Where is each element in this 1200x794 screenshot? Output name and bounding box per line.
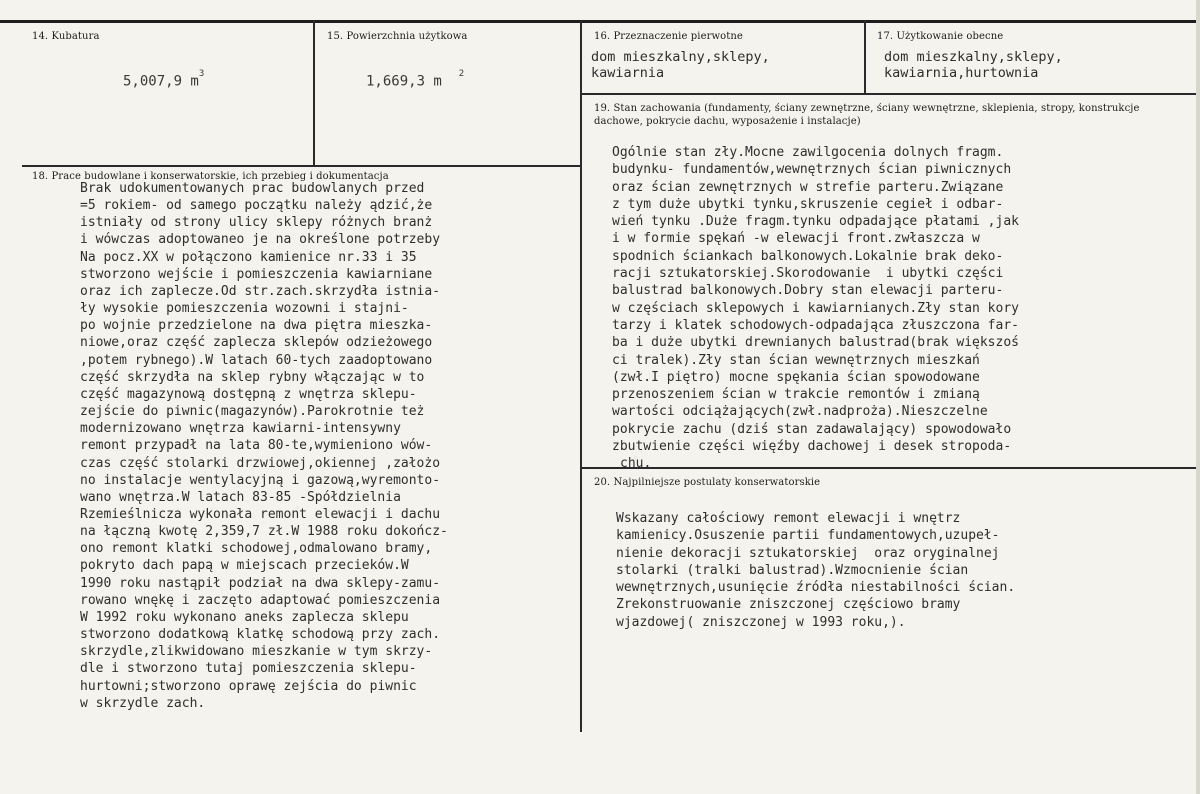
stan-line: tarzy i klatek schodowych-odpadająca złuszczona far- [612, 317, 1019, 333]
kubatura-label: 14. Kubatura [32, 31, 100, 42]
postulaty-line: stolarki (tralki balustrad).Wzmocnienie ścian [616, 562, 969, 578]
prace-line: 1990 roku nastąpił podział na dwa sklepy-zamu- [80, 575, 441, 591]
prace-line: i wówczas adoptowaneo je na określone potrzeby [80, 232, 441, 248]
stan-line: w częściach sklepowych i kawiarnianych.Zły stan kory [612, 300, 1019, 316]
stan-line: wień tynku .Duże fragm.tynku odpadające płatami ,jak [612, 214, 1019, 230]
prace-line: część skrzydła na sklep rybny włączając w to [80, 369, 425, 385]
prace-line: W 1992 roku wykonano aneks zaplecza sklepu [80, 609, 409, 625]
przeznaczenie-line: kawiarnia [591, 65, 665, 81]
divider-main-column [580, 20, 582, 732]
divider-14-15 [313, 20, 315, 166]
prace-text [80, 180, 448, 712]
prace-line: Rzemieślnicza wykonała remont elewacji i dachu [80, 506, 441, 522]
prace-line: pokryto dach papą w miejscach przecieków.W [80, 558, 409, 574]
postulaty-line: Wskazany całościowy remont elewacji i wnętrz [616, 511, 961, 526]
prace-line: w skrzydle zach. [80, 695, 206, 711]
postulaty-line: nienie dekoracji sztukatorskiej oraz oryginalnej [616, 545, 1000, 561]
prace-line: istniały od strony ulicy sklepy różnych branż [80, 215, 433, 231]
prace-line: ły wysokie pomieszczenia wozowni i stajni- [80, 301, 409, 317]
postulaty-line: kamienicy.Osuszenie partii fundamentowych,uzupeł- [616, 528, 1000, 544]
prace-line: oraz ich zaplecze.Od str.zach.skrzydła istnia- [80, 283, 441, 299]
prace-line: no instalacje wentylacyjną i gazową,wyremonto- [80, 472, 441, 488]
powierzchnia-value [366, 69, 465, 90]
postulaty-line: wewnętrznych,usunięcie źródła niestabilności ścian. [616, 580, 1016, 596]
prace-line: modernizowano wnętrza kawiarni-intensywny [80, 421, 401, 437]
prace-line: stworzono wejście i pomieszczenia kawiarniane [80, 266, 433, 282]
prace-line: hurtowni;stworzono oprawę zejścia do piwnic [80, 678, 417, 694]
postulaty-line: Zrekonstruowanie zniszczonej częściowo bramy [616, 597, 961, 613]
top-rule [0, 20, 1200, 23]
prace-line: ,potem rybnego).W latach 60-tych zaadoptowano [80, 352, 433, 368]
prace-line: wano wnętrza.W latach 83-85 -Spółdzielnia [80, 489, 401, 505]
prace-line: część magazynową dostępną z wnętrza sklepu- [80, 386, 417, 402]
stan-line: chu. [620, 456, 652, 472]
prace-line: niowe,oraz część zaplecza sklepów odzieżowego [80, 335, 433, 351]
card-edge [1196, 0, 1200, 794]
stan-line: ba i duże ubytki drewnianych balustrad(brak większoś [612, 335, 1019, 351]
przeznaczenie-value [591, 49, 770, 81]
stan-line: ci tralek).Zły stan ścian wewnętrznych mieszkań [612, 352, 980, 368]
kubatura-value [123, 69, 205, 90]
prace-line: rowano wnękę i zaczęto adaptować pomieszczenia [80, 592, 441, 608]
rule-field-16-bottom [582, 93, 1196, 95]
postulaty-line: wjazdowej( zniszczonej w 1993 roku,). [616, 614, 906, 630]
stan-line: spodnich ściankach balkonowych.Lokalnie brak deko- [612, 248, 1004, 264]
postulaty-label: 20. Najpilniejsze postulaty konserwatorskie [594, 477, 821, 488]
stan-line: balustrad balkonowych.Dobry stan elewacji parteru- [612, 283, 1004, 299]
stan-line: wartości odciążających(zwł.nadproża).Nieszczelne [612, 404, 988, 420]
kubatura-unit-sup: 3 [198, 69, 205, 79]
stan-line: i w formie spękań -w elewacji front.zwłaszcza w [612, 231, 980, 247]
stan-line: oraz ścian zewnętrznych w strefie parteru.Związane [612, 179, 1004, 195]
rule-fields-14-15-bottom [22, 165, 580, 167]
prace-label: 18. Prace budowlane i konserwatorskie, ich przebieg i dokumentacja [32, 171, 389, 182]
powierzchnia-unit-sup: 2 [458, 69, 465, 79]
uzytkowanie-line: dom mieszkalny,sklepy, [884, 49, 1063, 65]
stan-line: z tym duże ubytki tynku,skruszenie cegieł i odbar- [612, 196, 1004, 212]
uzytkowanie-value [884, 49, 1063, 81]
prace-line: na łączną kwotę 2,359,7 zł.W 1988 roku dokończ- [80, 524, 448, 540]
stan-line: zbutwienie części więźby dachowej i desek stropoda- [612, 439, 1012, 455]
prace-line: stworzono dodatkową klatkę schodową przy zach. [80, 627, 441, 643]
prace-line: skrzydle,zlikwidowano mieszkanie w tym skrzy- [80, 644, 433, 660]
postulaty-text [616, 510, 1015, 631]
kubatura-number: 5,007,9 m [123, 73, 199, 90]
prace-line: remont przypadł na lata 80-te,wymieniono wów- [80, 438, 433, 454]
stan-label: 19. Stan zachowania (fundamenty, ściany zewnętrzne, ściany wewnętrzne, sklepienia, stropy, konstrukcje dachowe, pokrycie dachu, wyposażenie i instalacje) [594, 103, 1140, 127]
powierzchnia-label: 15. Powierzchnia użytkowa [327, 31, 468, 42]
prace-line: Na pocz.XX w połączono kamienice nr.33 i 35 [80, 249, 417, 265]
stan-line: pokrycie zachu (dziś stan zadawalający) spowodowało [612, 421, 1012, 437]
uzytkowanie-line: kawiarnia,hurtownia [884, 65, 1039, 81]
powierzchnia-number: 1,669,3 m [366, 73, 442, 90]
stan-line: przenoszeniem ścian w trakcie remontów i zmianą [612, 387, 980, 403]
przeznaczenie-label: 16. Przeznaczenie pierwotne [594, 31, 743, 42]
stan-line: Ogólnie stan zły.Mocne zawilgocenia dolnych fragm. [612, 145, 1004, 160]
prace-line: dle i stworzono tutaj pomieszczenia sklepu- [80, 661, 417, 677]
stan-line: racji sztukatorskiej.Skorodowanie i ubytki części [612, 266, 1004, 282]
przeznaczenie-line: dom mieszkalny,sklepy, [591, 49, 770, 65]
stan-text [612, 144, 1019, 473]
prace-line: po wojnie przedzielone na dwa piętra mieszka- [80, 318, 433, 334]
prace-line: ono remont klatki schodowej,odmalowano bramy, [80, 541, 433, 557]
prace-line: czas część stolarki drzwiowej,okiennej ,założo [80, 455, 441, 471]
prace-line: zejście do piwnic(magazynów).Parokrotnie też [80, 404, 425, 420]
prace-line: Brak udokumentowanych prac budowlanych przed [80, 181, 425, 196]
uzytkowanie-label: 17. Użytkowanie obecne [877, 31, 1004, 42]
divider-16-17 [864, 20, 866, 94]
stan-line: budynku- fundamentów,wewnętrznych ścian piwnicznych [612, 162, 1012, 178]
stan-line: (zwł.I piętro) mocne spękania ścian spowodowane [612, 369, 980, 385]
prace-line: =5 rokiem- od samego początku należy ądzić,że [80, 198, 433, 214]
